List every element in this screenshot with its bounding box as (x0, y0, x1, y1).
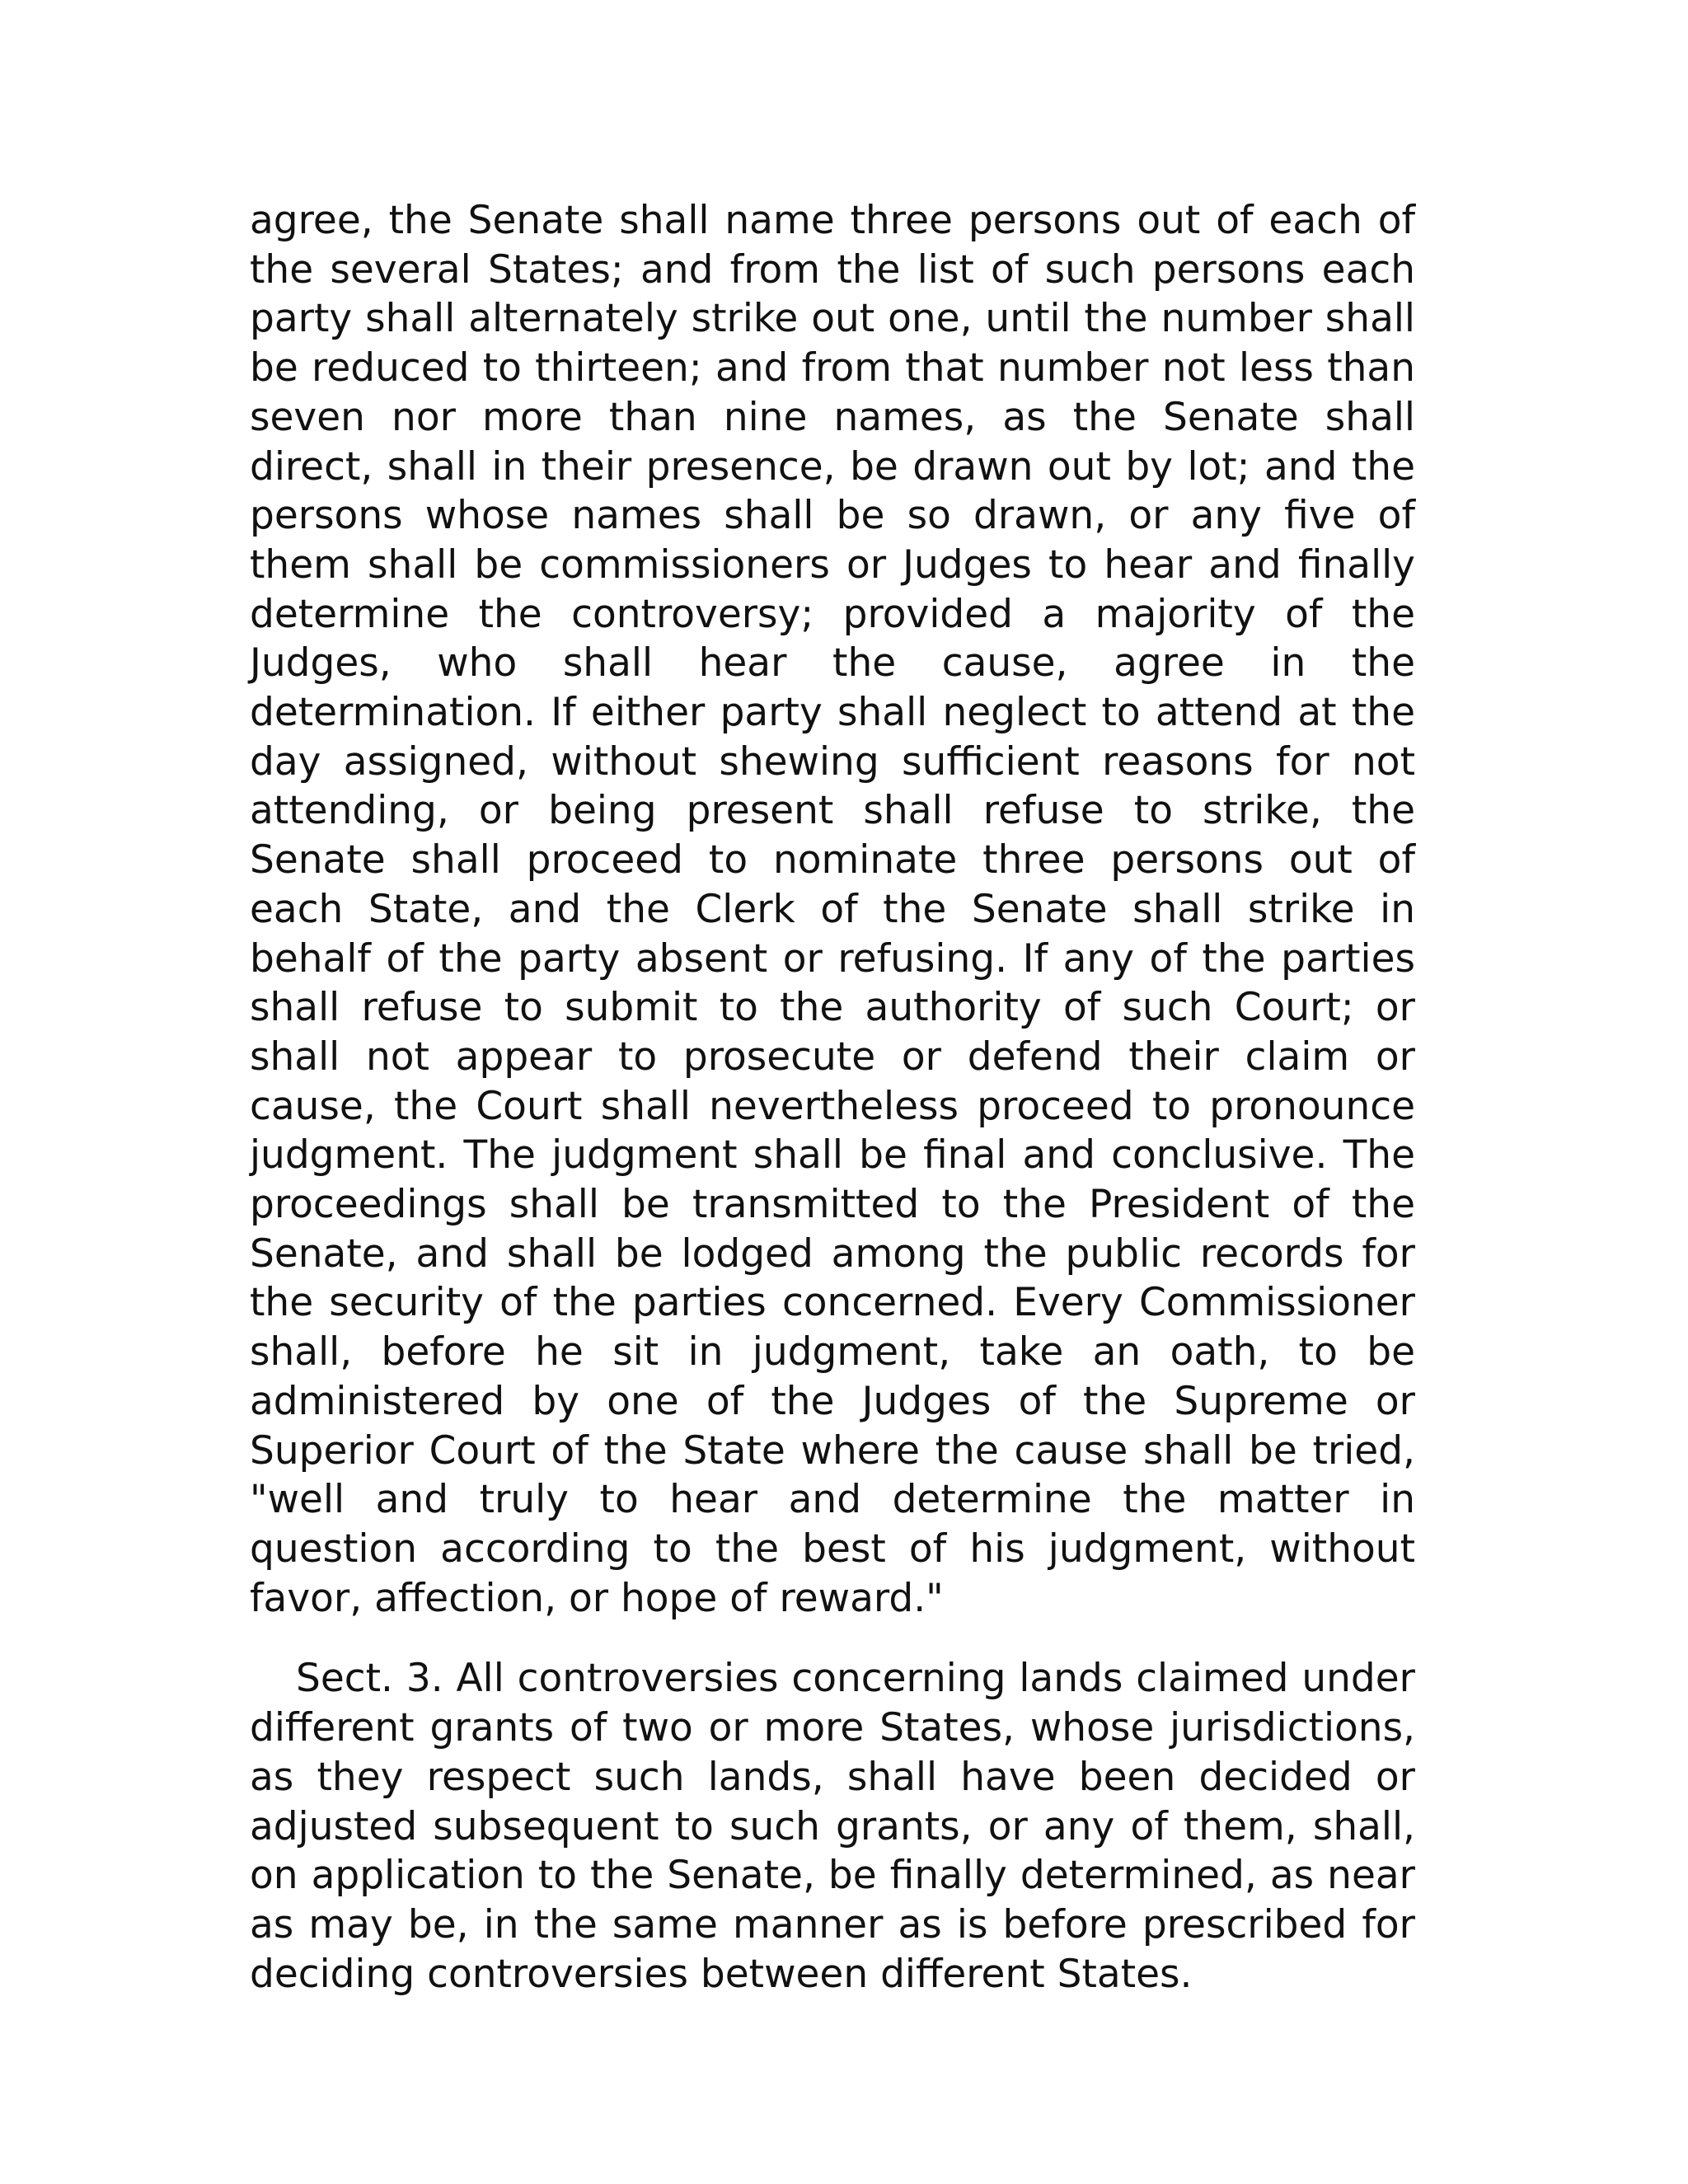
paragraph-senate-procedure: agree, the Senate shall name three persons out of each of the several States; and from the list of such persons each party shall alternately strike out one, until the number shall be reduced to thirteen; and from that number not less than seven nor more than nine names, as the Senate shall direct, shall in their presence, be drawn out by lot; and the persons whose names shall be so drawn, or any five of them shall be commissioners or Judges to hear and finally determine the controversy; provided a majority of the Judges, who shall hear the cause, agree in the determination. If either party shall neglect to attend at the day assigned, without shewing sufficient reasons for not attending, or being present shall refuse to strike, the Senate shall proceed to nominate three persons out of each State, and the Clerk of the Senate shall strike in behalf of the party absent or refusing. If any of the parties shall refuse to submit to the authority of such Court; or shall not appear to prosecute or defend their claim or cause, the Court shall nevertheless proceed to pronounce judgment. The judgment shall be final and conclusive. The proceedings shall be transmitted to the President of the Senate, and shall be lodged among the public records for the security of the parties concerned. Every Commissioner shall, before he sit in judgment, take an oath, to be administered by one of the Judges of the Supreme or Superior Court of the State where the cause shall be tried, "well and truly to hear and determine the matter in question according to the best of his judgment, without favor, affection, or hope of reward." (250, 198, 1415, 1621)
document-body (250, 196, 1415, 1999)
paragraph-section-3: Sect. 3. All controversies concerning lands claimed under different grants of two or more States, whose jurisdictions, as they respect such lands, shall have been decided or adjusted subsequent to such grants, or any of them, shall, on application to the Senate, be finally determined, as near as may be, in the same manner as is before prescribed for deciding controversies between different States. (250, 1656, 1415, 1997)
